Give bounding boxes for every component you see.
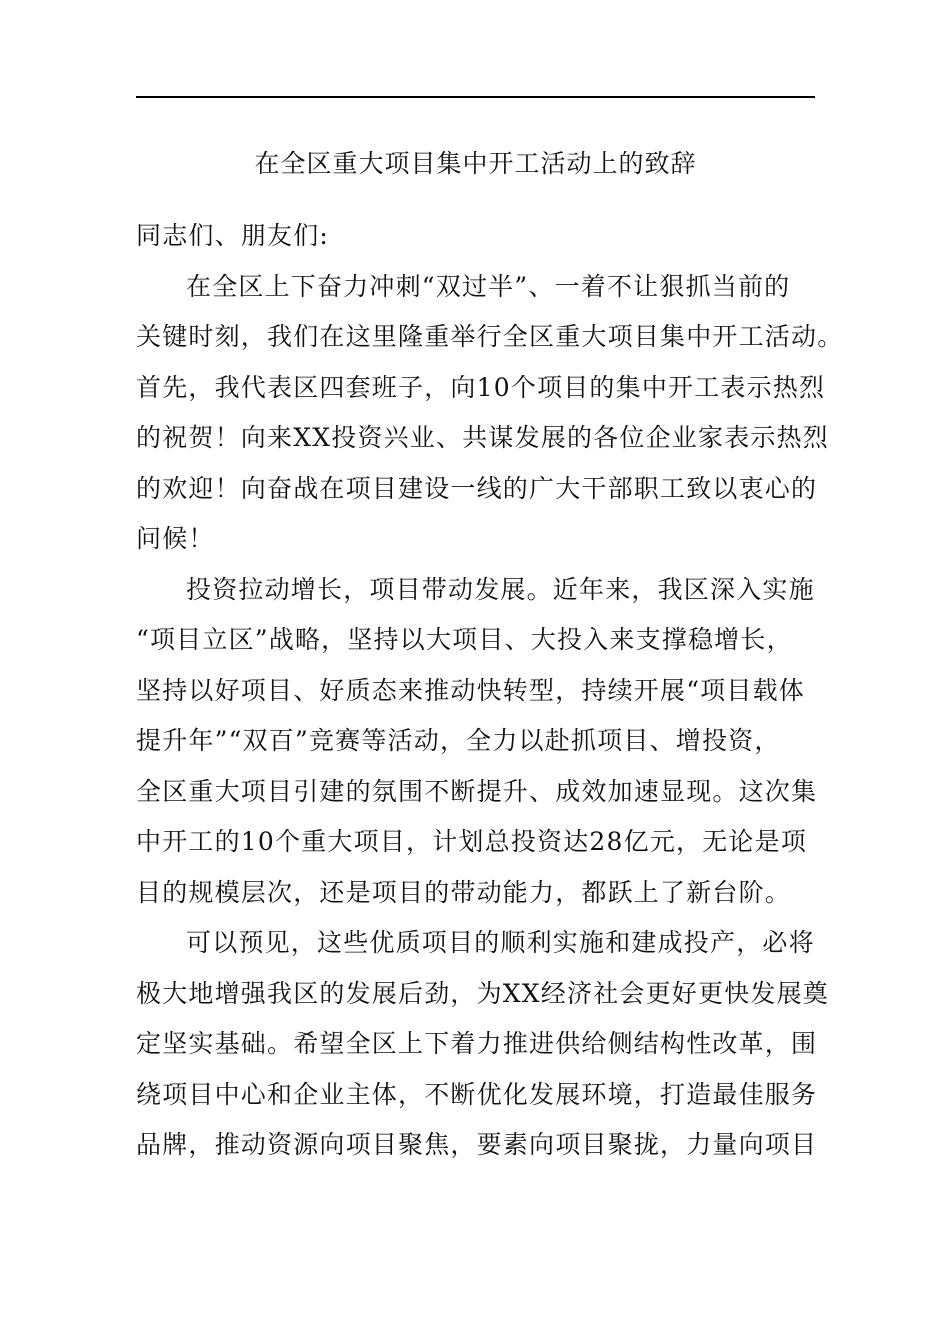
paragraph-2-line-3: 坚持以好项目、好质态来推动快转型，持续开展“项目载体 (136, 675, 805, 705)
paragraph-3-line-3: 定坚实基础。希望全区上下着力推进供给侧结构性改革，围 (136, 1029, 818, 1058)
document-body (136, 218, 844, 1178)
paragraph-3-line-2: 极大地增强我区的发展后劲，为XX经济社会更好更快发展奠 (136, 978, 829, 1008)
paragraph-2-line-5: 全区重大项目引建的氛围不断提升、成效加速显现。这次集 (136, 776, 818, 806)
paragraph-2-line-2: “项目立区”战略，坚持以大项目、大投入来支撑稳增长， (136, 625, 793, 654)
paragraph-1-line-4: 的祝贺！向来XX投资兴业、共谋发展的各位企业家表示热烈 (136, 423, 829, 452)
paragraph-1-line-5: 的欢迎！向奋战在项目建设一线的广大干部职工致以衷心的 (136, 473, 818, 503)
paragraph-2-line-4: 提升年”“双百”竞赛等活动，全力以赴抓项目、增投资， (136, 726, 781, 755)
paragraph-2-line-1: 投资拉动增长，项目带动发展。近年来，我区深入实施 (186, 574, 815, 604)
paragraph-2-line-7: 目的规模层次，还是项目的带动能力，都跃上了新台阶。 (136, 877, 792, 907)
paragraph-1-line-6: 问候！ (136, 524, 215, 553)
paragraph-1-line-2: 关键时刻，我们在这里隆重举行全区重大项目集中开工活动。 (136, 322, 844, 351)
paragraph-2-line-6: 中开工的10个重大项目，计划总投资达28亿元，无论是项 (136, 827, 808, 856)
paragraph-3-line-1: 可以预见，这些优质项目的顺利实施和建成投产，必将 (186, 928, 815, 957)
salutation: 同志们、朋友们: (136, 221, 330, 250)
document-title: 在全区重大项目集中开工活动上的致辞 (254, 149, 697, 178)
paragraph-1-line-3: 首先，我代表区四套班子，向10个项目的集中开工表示热烈 (136, 372, 826, 402)
header-rule (136, 96, 815, 98)
paragraph-3-line-4: 绕项目中心和企业主体，不断优化发展环境，打造最佳服务 (136, 1079, 818, 1109)
paragraph-1-line-1: 在全区上下奋力冲刺“双过半”、一着不让狠抓当前的 (186, 271, 791, 301)
paragraph-3-line-5: 品牌，推动资源向项目聚焦，要素向项目聚拢，力量向项目 (136, 1130, 818, 1159)
